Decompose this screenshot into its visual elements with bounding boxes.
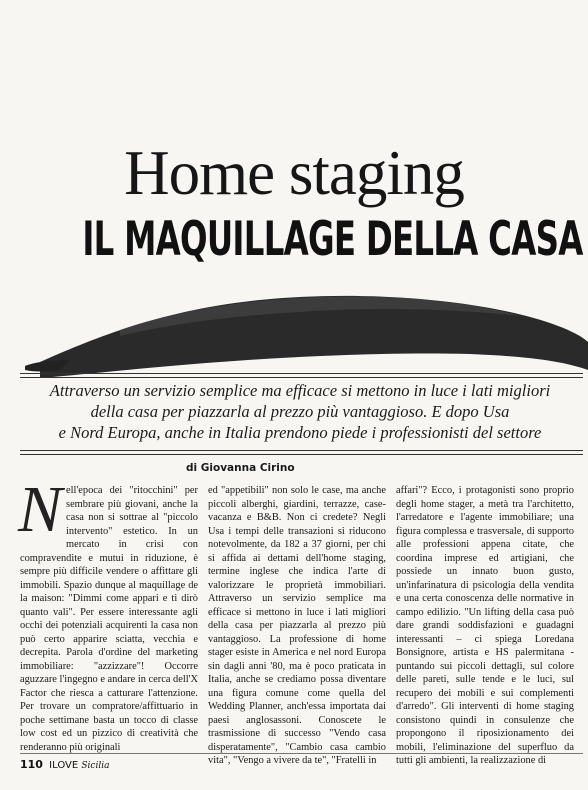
body-column-2: [208, 484, 386, 766]
lede-top-rule: [20, 373, 583, 378]
column-text: affari"? Ecco, i protagonisti sono proprio degli home stager, a metà tra l'architetto, l'arredatore e l'agente immobiliare; una figura complessa e trasversale, di supporto alle professioni appena citate, che coordina imprese ed artigiani, che possiede un innato buon gusto, un'infarinatura di psicologia della vendita e una certa conoscenza delle normative in campo edilizio. "Un lifting della casa può dare grandi soddisfazioni e guadagni interessanti – ci spiega Loredana Bonsignore, artista e HS palermitana - puntando sui piccoli dettagli, sul colore delle pareti, sulle tende e le luci, sul recupero dei mobili e sui complementi d'arredo". Gli interventi di home staging consistono quindi in consulenze che propongono il riposizionamento dei mobili, l'eliminazione del superfluo da tutti gli ambienti, la realizzazione di: [396, 485, 574, 766]
headline-serif: Home staging: [124, 138, 464, 208]
headline-block: IL MAQUILLAGE DELLA CASA: [82, 210, 583, 267]
lede-line: Attraverso un servizio semplice ma efficace si mettono in luce i lati migliori: [49, 381, 551, 400]
column-text: ell'epoca dei "ritocchini" per sembrare più giovani, anche la casa non si sottrae al "piccolo intervento" estetico. In un mercato in crisi con compravendite e mutui in riduzione, è sempre più difficile vendere o affittare gli immobili. Spazio dunque al maquillage de la maison: "Dimmi come appari e ti dirò quanto vali". Per essere interessante agli occhi dei potenziali acquirenti la casa non può certo apparire sciatta, vecchia e decrepita. Parola d'ordine del marketing immobiliare: "azzizzare"! Occorre aguzzare l'ingegno e andare in cerca dell'X Factor che riesca a catturare l'attenzione. Per trovare un compratore/affittuario in poche settimane basta un tocco di classe low cost ed un pizzico di creatività che renderanno più originali: [20, 485, 198, 753]
lede-line: e Nord Europa, anche in Italia prendono piede i professionisti del settore: [58, 423, 542, 442]
body-column-3: [396, 484, 574, 766]
footer-rule: [20, 753, 583, 754]
article-lede: [20, 380, 580, 443]
byline: di Giovanna Cirino: [186, 462, 295, 474]
page-number: 110: [20, 758, 43, 771]
column-text: ed "appetibili" non solo le case, ma anche piccoli alberghi, giardini, terrazze, case-vacanza e B&B. Non ci credete? Negli Usa i tempi delle transazioni si riducono notevolmente, da 182 a 37 giorni, per chi si affida ai dettami dell'home staging, termine inglese che indica l'arte di valorizzare le proprietà immobiliari. Attraverso un servizio semplice ma efficace si mettono in luce i lati migliori della casa per piazzarla al prezzo più vantaggioso. La professione di home stager esiste in America e nel nord Europa sin dagli anni '80, ma è poco praticata in Italia, anche se crediamo possa diventare una figura comune come quella del Wedding Planner, anch'essa importata dai paesi anglosassoni. Conoscete le trasmissione di successo "Vendo casa disperatamente", "Cambio casa cambio vita", "Vengo a vivere da te", "Fratelli in: [208, 485, 386, 766]
magazine-name-script: Sicilia: [81, 761, 110, 771]
body-column-1: [18, 473, 198, 753]
lede-bottom-rule: [20, 450, 583, 455]
drop-cap: N: [18, 473, 63, 546]
lede-line: della casa per piazzarla al prezzo più vantaggioso. E dopo Usa: [90, 402, 510, 421]
page-footer: [20, 758, 109, 771]
magazine-name: ILOVE: [49, 760, 79, 771]
